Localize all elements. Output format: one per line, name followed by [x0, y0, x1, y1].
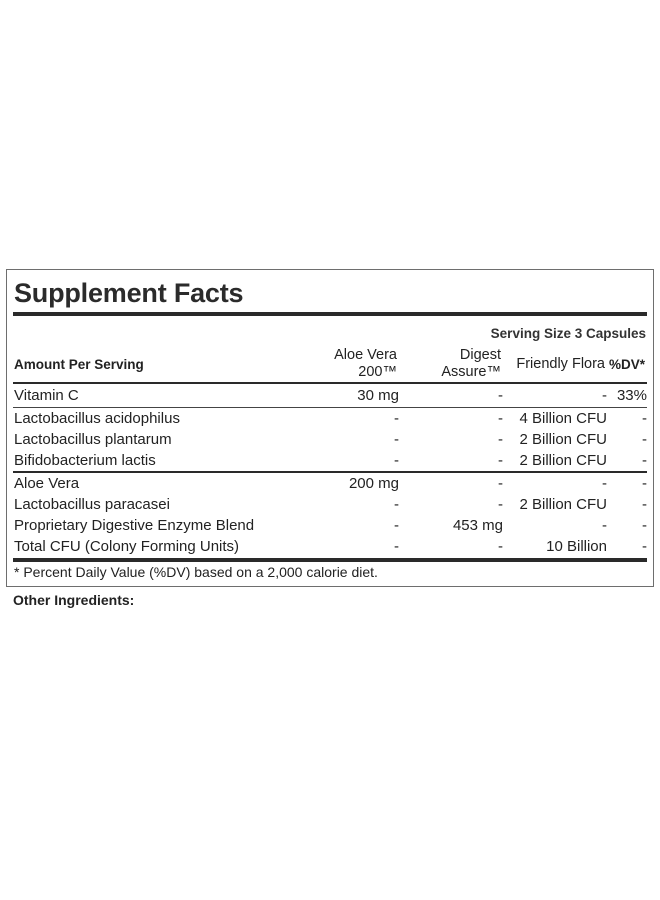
row-dv: - [642, 517, 647, 534]
row-digest: 453 mg [452, 517, 503, 534]
row-name: Total CFU (Colony Forming Units) [14, 538, 240, 555]
header-divider [13, 382, 647, 384]
row-dv: - [642, 496, 647, 513]
row-flora: 4 Billion CFU [519, 410, 607, 427]
footer-divider [13, 558, 647, 562]
dv-header: %DV* [608, 357, 645, 372]
row-dv: - [642, 538, 647, 555]
row-digest: - [498, 452, 503, 469]
row-digest: - [498, 538, 503, 555]
amount-per-serving-header: Amount Per Serving [14, 357, 144, 372]
table-row [7, 515, 655, 536]
table-row [7, 385, 655, 406]
supplement-facts-panel [6, 269, 654, 587]
friendly-flora-header: Friendly Flora [516, 356, 605, 372]
digest-assure-header [441, 347, 501, 381]
row-aloe: 30 mg [357, 387, 399, 404]
table-row [7, 408, 655, 429]
row-digest: - [498, 431, 503, 448]
table-row [7, 450, 655, 471]
digest-header-line1: Digest [459, 347, 501, 363]
row-dv: - [642, 410, 647, 427]
dv-footnote: * Percent Daily Value (%DV) based on a 2,000 calorie diet. [14, 564, 378, 580]
row-digest: - [498, 410, 503, 427]
table-row [7, 429, 655, 450]
other-ingredients-label: Other Ingredients: [13, 592, 135, 608]
row-flora: 10 Billion [546, 538, 607, 555]
row-name: Lactobacillus acidophilus [14, 410, 180, 427]
digest-header-line2: Assure™ [441, 364, 501, 380]
row-name: Lactobacillus paracasei [14, 496, 170, 513]
row-flora: 2 Billion CFU [519, 452, 607, 469]
row-aloe: - [394, 517, 399, 534]
row-aloe: - [394, 538, 399, 555]
row-digest: - [498, 475, 503, 492]
row-dv: - [642, 452, 647, 469]
row-aloe: - [394, 431, 399, 448]
table-row [7, 536, 655, 557]
row-aloe: - [394, 496, 399, 513]
aloe-header-line2: 200™ [358, 364, 397, 380]
panel-title: Supplement Facts [14, 278, 244, 308]
row-aloe: 200 mg [348, 475, 399, 492]
row-dv: 33% [616, 387, 647, 404]
row-dv: - [642, 431, 647, 448]
row-flora: - [602, 387, 607, 404]
title-divider [13, 312, 647, 316]
serving-size: Serving Size 3 Capsules [490, 326, 646, 341]
row-flora: 2 Billion CFU [519, 431, 607, 448]
row-dv: - [642, 475, 647, 492]
table-row [7, 473, 655, 494]
row-aloe: - [394, 410, 399, 427]
row-flora: - [602, 517, 607, 534]
aloe-vera-200-header [334, 347, 397, 381]
row-name: Vitamin C [14, 387, 79, 404]
row-name: Proprietary Digestive Enzyme Blend [14, 517, 255, 534]
row-name: Lactobacillus plantarum [14, 431, 172, 448]
row-digest: - [498, 496, 503, 513]
row-name: Aloe Vera [14, 475, 80, 492]
row-flora: 2 Billion CFU [519, 496, 607, 513]
row-flora: - [602, 475, 607, 492]
aloe-header-line1: Aloe Vera [334, 347, 397, 363]
row-name: Bifidobacterium lactis [14, 452, 156, 469]
row-digest: - [498, 387, 503, 404]
row-aloe: - [394, 452, 399, 469]
table-row [7, 494, 655, 515]
